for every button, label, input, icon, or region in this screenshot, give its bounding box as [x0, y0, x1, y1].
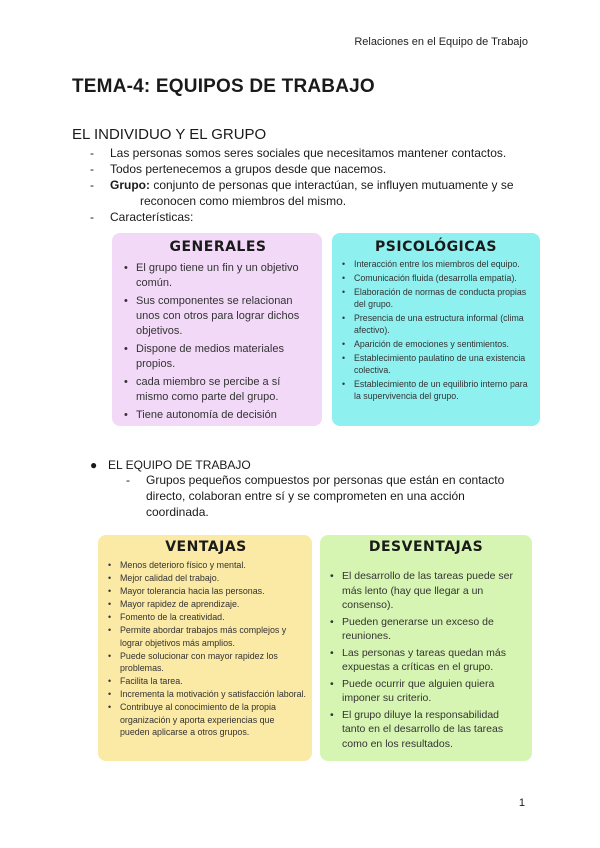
bullet-icon: ●	[90, 458, 98, 472]
list-item: • El grupo tiene un fin y un objetivo común.	[122, 261, 314, 291]
list-item: • Dispone de medios materiales propios.	[122, 342, 314, 372]
card-title: GENERALES	[169, 239, 267, 255]
list-item: - Las personas somos seres sociales que necesitamos mantener contactos.	[90, 145, 530, 161]
card-list	[340, 258, 532, 402]
section2-list	[126, 472, 526, 520]
list-item: • Comunicación fluida (desarrolla empatía).	[340, 272, 532, 284]
list-item: - Grupos pequeños compuestos por personas que están en contacto directo, colaboran entre sí y se comprometen en una acción coordinada.	[126, 472, 526, 520]
list-item: • Establecimiento de un equilibrio interno para la supervivencia del grupo.	[340, 378, 532, 402]
list-item: • Las personas y tareas quedan más expuestas a críticas en el grupo.	[328, 646, 524, 675]
list-item: • Contribuye al conocimiento de la propia organización y aporta experiencias que pueden aplicarse a otros grupos.	[106, 701, 306, 739]
list-item: - Todos pertenecemos a grupos desde que nacemos.	[90, 161, 530, 177]
list-item: • Interacción entre los miembros del equipo.	[340, 258, 532, 270]
card-list	[122, 261, 314, 423]
list-item: • Elaboración de normas de conducta propias del grupo.	[340, 286, 532, 310]
list-item: • Presencia de una estructura informal (clima afectivo).	[340, 312, 532, 336]
list-item: - Características:	[90, 209, 530, 225]
list-item: • Mayor tolerancia hacia las personas.	[106, 585, 306, 598]
list-item: - Grupo: conjunto de personas que interactúan, se influyen mutuamente y se reconocen como miembros del mismo.	[90, 177, 530, 209]
list-item: • Puede solucionar con mayor rapidez los problemas.	[106, 650, 306, 675]
page-title: TEMA-4: EQUIPOS DE TRABAJO	[72, 76, 375, 97]
list-item: • Menos deterioro físico y mental.	[106, 559, 306, 572]
page-number: 1	[518, 797, 525, 809]
list-item: • Permite abordar trabajos más complejos y lograr objetivos más amplios.	[106, 624, 306, 649]
list-item: • Puede ocurrir que alguien quiera imponer su criterio.	[328, 677, 524, 706]
list-item: • Tiene autonomía de decisión	[122, 408, 314, 423]
list-item: • El desarrollo de las tareas puede ser más lento (hay que llegar a un consenso).	[328, 569, 524, 613]
card-title: DESVENTAJAS	[368, 539, 484, 555]
list-item: • Establecimiento paulatino de una existencia colectiva.	[340, 352, 532, 376]
card-list	[106, 559, 306, 739]
card-generales	[112, 233, 322, 426]
list-item: • Facilita la tarea.	[106, 675, 306, 688]
list-item: • Mayor rapidez de aprendizaje.	[106, 598, 306, 611]
list-item: • cada miembro se percibe a sí mismo como parte del grupo.	[122, 375, 314, 405]
list-item: • El grupo diluye la responsabilidad tanto en el desarrollo de las tareas como en los resultados.	[328, 708, 524, 752]
card-psicologicas	[332, 233, 540, 426]
list-item: • Pueden generarse un exceso de reuniones.	[328, 615, 524, 644]
card-desventajas	[320, 535, 532, 761]
list-item: • Aparición de emociones y sentimientos.	[340, 338, 532, 350]
card-ventajas	[98, 535, 312, 761]
section-heading-individuo: EL INDIVIDUO Y EL GRUPO	[72, 126, 267, 143]
list-item: • Fomento de la creatividad.	[106, 611, 306, 624]
card-title: VENTAJAS	[165, 539, 247, 555]
section-heading-equipo: ● EL EQUIPO DE TRABAJO	[90, 458, 251, 472]
section1-list	[90, 145, 530, 225]
card-title: PSICOLÓGICAS	[375, 239, 497, 255]
card-list	[328, 569, 524, 751]
list-item: • Sus componentes se relacionan unos con otros para lograr dichos objetivos.	[122, 294, 314, 339]
grupo-term: Grupo:	[110, 178, 150, 192]
list-item: • Incrementa la motivación y satisfacción laboral.	[106, 688, 306, 701]
running-header: Relaciones en el Equipo de Trabajo	[354, 36, 528, 48]
list-item: • Mejor calidad del trabajo.	[106, 572, 306, 585]
